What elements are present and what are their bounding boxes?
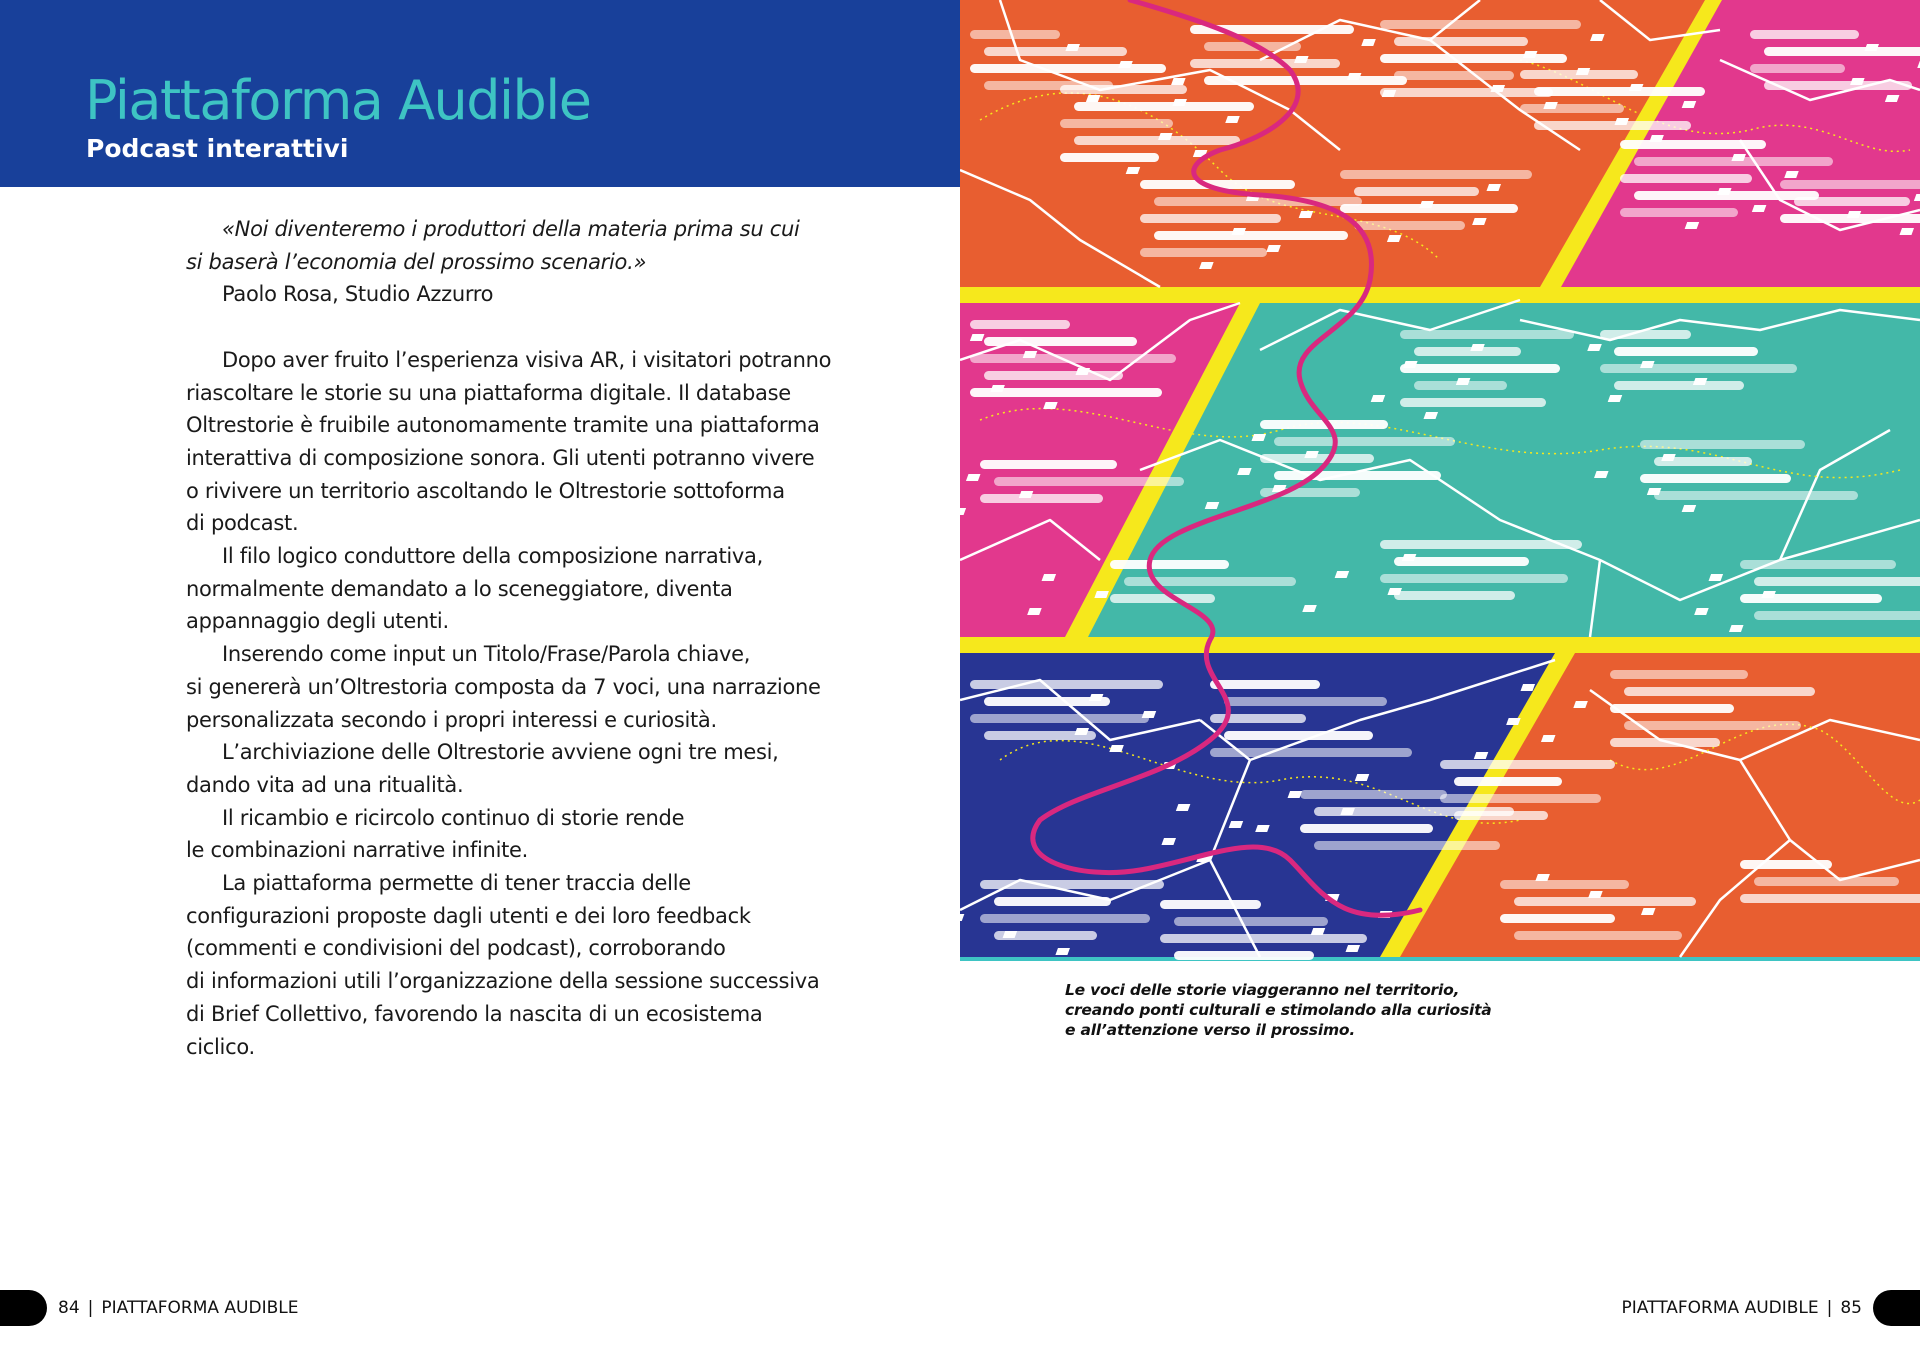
audio-dash	[1899, 228, 1914, 235]
body-line: configurazioni proposte dagli utenti e dei loro feedback	[186, 903, 751, 928]
quote-line: «Noi diventeremo i produttori della materia prima su cui	[222, 217, 800, 241]
audio-bar	[1154, 231, 1348, 240]
audio-bar	[1754, 877, 1899, 886]
audio-bar	[1440, 794, 1601, 803]
body-line: Dopo aver fruito l’esperienza visiva AR, i visitatori potranno	[222, 347, 832, 372]
audio-bar	[1300, 824, 1433, 833]
body-line: le combinazioni narrative infinite.	[186, 838, 529, 863]
body-line: dando vita ad una ritualità.	[186, 772, 464, 797]
audio-dash	[1171, 78, 1186, 85]
audio-bar	[1534, 87, 1705, 96]
audio-dash	[1541, 735, 1556, 742]
audio-bar	[1224, 697, 1387, 706]
audio-bar	[1740, 860, 1832, 869]
audio-bar	[984, 47, 1127, 56]
audio-bar	[1520, 70, 1638, 79]
audio-bar	[1780, 214, 1920, 223]
quote-attribution: Paolo Rosa, Studio Azzurro	[222, 282, 494, 307]
audio-dash	[1237, 468, 1252, 475]
body-line: o rivivere un territorio ascoltando le Oltrestorie sottoforma	[186, 478, 785, 503]
audio-dash	[1302, 605, 1317, 612]
paragraph-gap	[186, 311, 866, 344]
audio-bar	[1110, 594, 1215, 603]
audio-dash	[1355, 774, 1370, 781]
audio-dash	[1161, 838, 1176, 845]
audio-bar	[1354, 187, 1479, 196]
audio-dash	[1729, 625, 1744, 632]
audio-bar	[1380, 88, 1553, 97]
audio-dash	[1109, 745, 1124, 752]
audio-dash	[1587, 344, 1602, 351]
audio-bar	[1190, 59, 1340, 68]
audio-bar	[1160, 900, 1261, 909]
audio-dash	[1682, 101, 1697, 108]
audio-bar	[1500, 914, 1615, 923]
body-line: di informazioni utili l’organizzazione della sessione successiva	[186, 969, 820, 994]
audio-bar	[1440, 760, 1615, 769]
illustration-graphic	[960, 0, 1920, 961]
audio-bar	[970, 354, 1176, 363]
audio-bar	[1520, 104, 1624, 113]
audio-dash	[1423, 412, 1438, 419]
audio-dash	[1089, 694, 1104, 701]
audio-bar	[1314, 841, 1500, 850]
audio-bar	[1354, 221, 1465, 230]
audio-bar	[1400, 364, 1560, 373]
audio-bar	[1340, 204, 1518, 213]
audio-bar	[1260, 454, 1374, 463]
audio-bar	[970, 714, 1149, 723]
audio-bar	[1634, 157, 1833, 166]
audio-bar	[1610, 704, 1734, 713]
audio-dash	[1590, 34, 1605, 41]
body-line: interattiva di composizione sonora. Gli utenti potranno vivere	[186, 445, 815, 470]
territory-illustration	[960, 0, 1920, 961]
audio-bar	[1764, 81, 1912, 90]
audio-bar	[1600, 364, 1797, 373]
audio-bar	[1400, 330, 1574, 339]
audio-bar	[1340, 170, 1532, 179]
body-line: normalmente demandato a lo sceneggiatore, diventa	[186, 576, 733, 601]
audio-bar	[1454, 777, 1562, 786]
page-tab-marker	[0, 1290, 47, 1326]
audio-dash	[1086, 95, 1101, 102]
quote-line: si baserà l’economia del prossimo scenario.»	[186, 249, 647, 274]
audio-dash	[1042, 574, 1057, 581]
page-number-right: 85	[1840, 1298, 1862, 1318]
audio-bar	[970, 680, 1163, 689]
audio-bar	[980, 880, 1164, 889]
page-subtitle: Podcast interattivi	[86, 134, 349, 163]
audio-dash	[1094, 591, 1109, 598]
audio-dash	[1520, 684, 1535, 691]
audio-bar	[1634, 191, 1819, 200]
footer-right-text	[1622, 1298, 1862, 1318]
body-line: ciclico.	[186, 1034, 255, 1059]
body-line: (commenti e condivisioni del podcast), corroborando	[186, 936, 726, 961]
audio-bar	[1300, 790, 1447, 799]
audio-dash	[1535, 874, 1550, 881]
audio-bar	[1224, 731, 1373, 740]
audio-bar	[1154, 197, 1362, 206]
audio-bar	[1620, 140, 1766, 149]
audio-bar	[1600, 330, 1691, 339]
audio-dash	[1682, 505, 1697, 512]
page-number-left: 84	[58, 1298, 80, 1318]
audio-bar	[1534, 121, 1691, 130]
audio-dash	[1255, 825, 1270, 832]
audio-bar	[970, 64, 1166, 73]
audio-dash	[1371, 395, 1386, 402]
audio-bar	[1394, 71, 1514, 80]
running-head-left: PIATTAFORMA AUDIBLE	[101, 1298, 299, 1318]
audio-dash	[1043, 402, 1058, 409]
audio-bar	[1394, 557, 1529, 566]
audio-dash	[1474, 752, 1489, 759]
article-body	[186, 213, 866, 1063]
audio-bar	[1380, 54, 1567, 63]
audio-bar	[1620, 208, 1738, 217]
audio-dash	[1225, 116, 1240, 123]
audio-bar	[1204, 76, 1407, 85]
audio-dash	[1506, 718, 1521, 725]
audio-bar	[1140, 214, 1281, 223]
audio-bar	[1210, 680, 1320, 689]
audio-bar	[1160, 934, 1367, 943]
audio-bar	[1174, 951, 1314, 960]
body-line: Il ricambio e ricircolo continuo di storie rende	[222, 805, 685, 830]
audio-bar	[1794, 197, 1910, 206]
audio-bar	[970, 388, 1162, 397]
audio-bar	[1740, 894, 1920, 903]
audio-bar	[1514, 931, 1682, 940]
audio-dash	[1266, 245, 1281, 252]
audio-bar	[1140, 248, 1267, 257]
audio-bar	[1414, 347, 1521, 356]
audio-dash	[1685, 222, 1700, 229]
audio-bar	[984, 371, 1123, 380]
audio-bar	[1394, 591, 1515, 600]
audio-dash	[1251, 434, 1266, 441]
body-line: La piattaforma permette di tener traccia delle	[222, 871, 691, 896]
audio-bar	[1454, 811, 1548, 820]
body-line: di podcast.	[186, 511, 299, 536]
audio-dash	[1340, 808, 1355, 815]
image-caption	[1065, 980, 1492, 1040]
audio-bar	[1750, 64, 1845, 73]
body-line: si genererà un’Oltrestoria composta da 7 voci, una narrazione	[186, 674, 821, 699]
audio-dash	[1472, 218, 1487, 225]
audio-bar	[1620, 174, 1752, 183]
audio-dash	[1199, 262, 1214, 269]
section-header	[0, 0, 960, 187]
audio-dash	[1346, 945, 1361, 952]
audio-bar	[1274, 437, 1455, 446]
audio-bar	[1380, 540, 1582, 549]
audio-dash	[966, 474, 981, 481]
footer-separator: |	[1826, 1298, 1833, 1318]
footer-separator: |	[87, 1298, 94, 1318]
audio-bar	[1654, 457, 1752, 466]
audio-dash	[1694, 608, 1709, 615]
audio-dash	[1311, 928, 1326, 935]
audio-dash	[1784, 171, 1799, 178]
audio-bar	[1174, 917, 1328, 926]
body-line: L’archiviazione delle Oltrestorie avviene ogni tre mesi,	[222, 740, 779, 765]
audio-bar	[1640, 440, 1805, 449]
audio-bar	[980, 914, 1150, 923]
audio-bar	[994, 897, 1111, 906]
audio-dash	[1288, 791, 1303, 798]
illustration-bottom-strip	[960, 957, 1920, 961]
audio-bar	[1764, 47, 1920, 56]
audio-dash	[1176, 804, 1191, 811]
audio-bar	[1610, 670, 1748, 679]
audio-dash	[1299, 211, 1314, 218]
audio-bar	[1754, 611, 1920, 620]
audio-dash	[1055, 948, 1070, 955]
audio-bar	[1210, 748, 1412, 757]
body-line: riascoltare le storie su una piattaforma digitale. Il database	[186, 380, 791, 405]
audio-bar	[1060, 153, 1159, 162]
audio-dash	[1074, 728, 1089, 735]
audio-dash	[1387, 235, 1402, 242]
running-head-right: PIATTAFORMA AUDIBLE	[1621, 1298, 1819, 1318]
audio-dash	[1885, 95, 1900, 102]
caption-line: e all’attenzione verso il prossimo.	[1065, 1021, 1356, 1039]
audio-bar	[1740, 594, 1882, 603]
audio-bar	[1754, 577, 1920, 586]
audio-dash	[1573, 701, 1588, 708]
audio-bar	[1124, 577, 1296, 586]
audio-dash	[1229, 821, 1244, 828]
audio-bar	[1514, 897, 1696, 906]
audio-dash	[1588, 891, 1603, 898]
audio-bar	[1060, 85, 1187, 94]
audio-bar	[984, 337, 1137, 346]
audio-dash	[1594, 471, 1609, 478]
audio-dash	[1335, 571, 1350, 578]
body-line: Oltrestorie è fruibile autonomamente tramite una piattaforma	[186, 413, 820, 438]
audio-bar	[980, 460, 1117, 469]
audio-dash	[1486, 184, 1501, 191]
caption-line: Le voci delle storie viaggeranno nel territorio,	[1065, 981, 1460, 999]
audio-bar	[1074, 102, 1254, 111]
page-title: Piattaforma Audible	[85, 69, 591, 132]
page-tab-marker	[1873, 1290, 1920, 1326]
audio-bar	[1750, 30, 1859, 39]
audio-bar	[1610, 738, 1720, 747]
audio-bar	[1060, 119, 1173, 128]
audio-bar	[970, 30, 1060, 39]
audio-dash	[1003, 931, 1018, 938]
body-line: Il filo logico conduttore della composizione narrativa,	[222, 544, 763, 569]
audio-bar	[1614, 347, 1758, 356]
audio-bar	[994, 477, 1184, 486]
audio-bar	[1110, 560, 1229, 569]
audio-bar	[1640, 474, 1791, 483]
body-line: di Brief Collettivo, favorendo la nascita di un ecosistema	[186, 1001, 763, 1026]
audio-bar	[1624, 721, 1801, 730]
audio-bar	[1624, 687, 1815, 696]
audio-bar	[1380, 574, 1568, 583]
audio-dash	[1709, 574, 1724, 581]
audio-dash	[1752, 205, 1767, 212]
audio-bar	[1394, 37, 1528, 46]
audio-bar	[1614, 381, 1744, 390]
audio-dash	[1361, 39, 1376, 46]
audio-bar	[1274, 471, 1441, 480]
audio-bar	[1740, 560, 1896, 569]
audio-bar	[1654, 491, 1858, 500]
audio-bar	[1074, 136, 1240, 145]
audio-dash	[1641, 908, 1656, 915]
audio-bar	[970, 320, 1070, 329]
audio-bar	[1780, 180, 1920, 189]
audio-bar	[1500, 880, 1629, 889]
audio-dash	[970, 334, 985, 341]
audio-bar	[980, 494, 1103, 503]
audio-dash	[1205, 502, 1220, 509]
audio-bar	[1380, 20, 1581, 29]
audio-dash	[1126, 167, 1141, 174]
audio-bar	[1400, 398, 1546, 407]
body-line: appannaggio degli utenti.	[186, 609, 449, 634]
audio-dash	[1608, 395, 1623, 402]
body-line: personalizzata secondo i propri interessi e curiosità.	[186, 707, 717, 732]
audio-bar	[1414, 381, 1507, 390]
footer-left	[0, 1293, 298, 1323]
footer-right	[1622, 1293, 1920, 1323]
body-line: Inserendo come input un Titolo/Frase/Parola chiave,	[222, 642, 751, 667]
footer-left-text	[58, 1298, 298, 1318]
audio-dash	[1027, 608, 1042, 615]
caption-line: creando ponti culturali e stimolando alla curiosità	[1065, 1001, 1492, 1019]
audio-dash	[1142, 711, 1157, 718]
